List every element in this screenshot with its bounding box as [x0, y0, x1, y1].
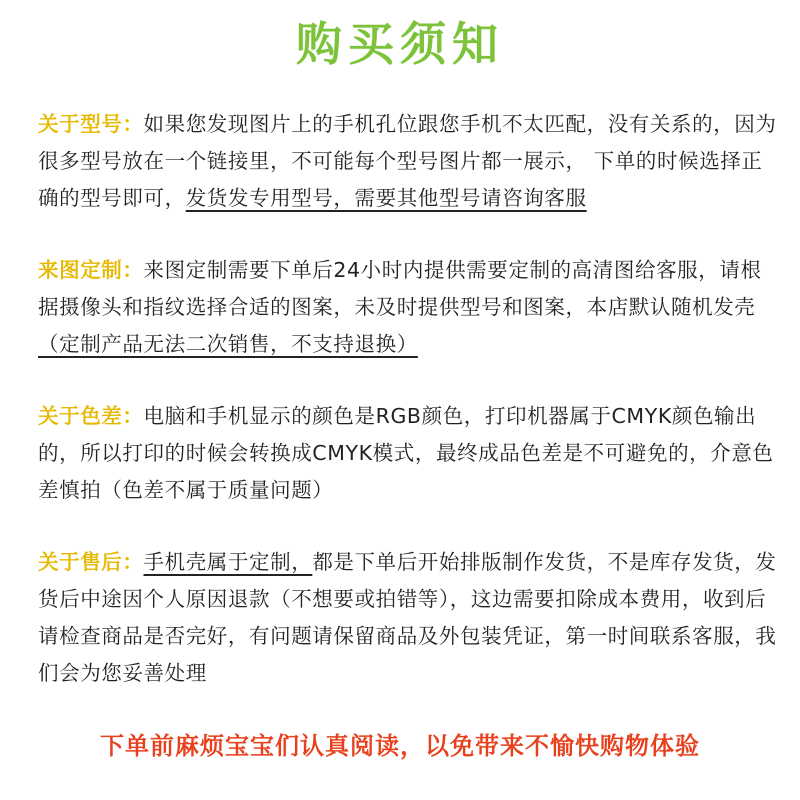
section-text: 来图定制需要下单后24小时内提供需要定制的高清图给客服，请根据摄像头和指纹选择合适的图案，未及时提供型号和图案，本店默认随机发壳 — [38, 258, 762, 319]
page-title: 购买须知 — [296, 17, 504, 71]
section-underlined-text: （定制产品无法二次销售，不支持退换） — [38, 332, 418, 356]
section-text: 如果您发现图片上的手机孔位跟您手机不太匹配，没有关系的，因为很多型号放在一个链接里，不可能每个型号图片都一展示， 下单的时候选择正确的型号即可， — [38, 112, 777, 210]
section-label: 关于售后： — [38, 550, 144, 574]
section-underlined-text: 手机壳属于定制， — [143, 550, 313, 574]
section-text: 都是下单后开始排版制作发货，不是库存发货，发货后中途因个人原因退款（不想要或拍错等），这边需要扣除成本费用，收到后请检查商品是否完好，有问题请保留商品及外包装凭证，第一时间联系客服，我们会为您妥善处理 — [38, 550, 777, 685]
section-label: 关于型号： — [38, 112, 144, 136]
section-text: 电脑和手机显示的颜色是RGB颜色，打印机器属于CMYK颜色输出的，所以打印的时候会转换成CMYK模式，最终成品色差是不可避免的，介意色差慎拍（色差不属于质量问题） — [38, 404, 774, 502]
section-underlined-text: 发货发专用型号，需要其他型号请咨询客服 — [185, 186, 587, 210]
section-label: 来图定制： — [38, 258, 144, 282]
section-model — [38, 106, 778, 217]
footer-notice: 下单前麻烦宝宝们认真阅读，以免带来不愉快购物体验 — [100, 732, 700, 760]
section-label: 关于色差： — [38, 404, 144, 428]
section-after-sales — [38, 544, 778, 692]
section-color-difference — [38, 398, 778, 509]
section-custom-image — [38, 252, 778, 363]
